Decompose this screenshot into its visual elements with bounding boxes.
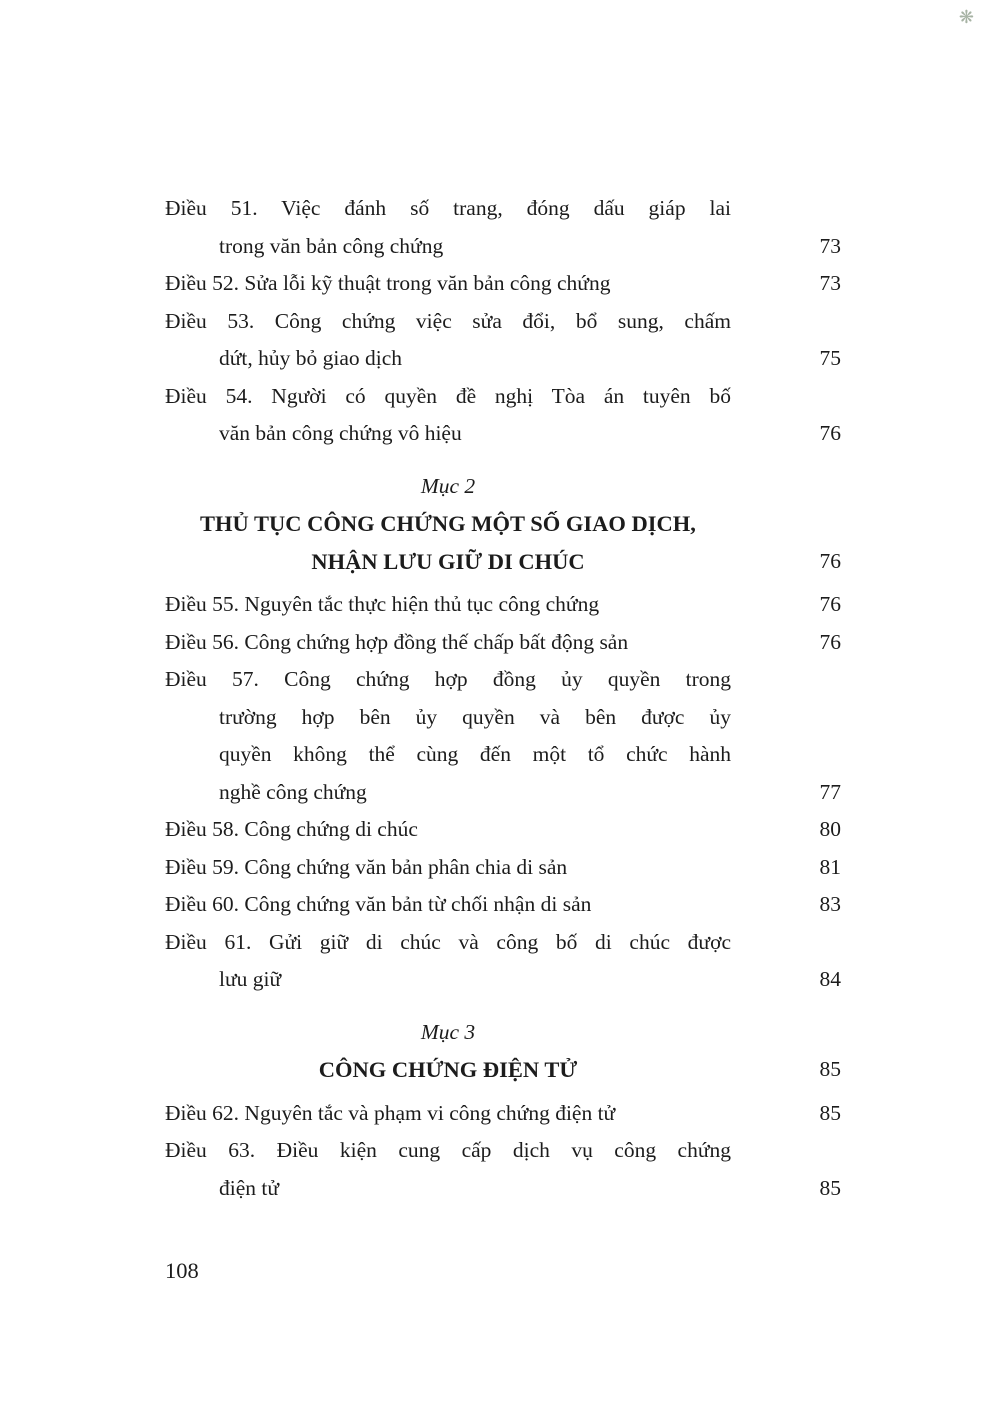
- page-ref: 76: [819, 421, 841, 445]
- page-ref: 76: [819, 548, 841, 573]
- entry-line: Điều 57. Công chứng hợp đồng ủy quyền trong: [165, 667, 731, 691]
- page-ref: 85: [819, 1057, 841, 1081]
- entry-line: Điều 63. Điều kiện cung cấp dịch vụ công chứng: [165, 1138, 731, 1162]
- entry-text: [165, 924, 731, 999]
- page-ref: 73: [819, 271, 841, 295]
- toc-entry: [165, 265, 841, 303]
- entry-line: điện tử: [219, 1175, 280, 1200]
- page-number: 108: [165, 1258, 199, 1283]
- page-ref: 85: [819, 1100, 841, 1125]
- entry-text: [165, 849, 731, 887]
- entry-line: lưu giữ: [219, 967, 282, 991]
- entry-line: NHẬN LƯU GIỮ DI CHÚC: [311, 548, 585, 574]
- entry-line: Điều 55. Nguyên tắc thực hiện thủ tục công chứng: [165, 592, 600, 616]
- section-label: [165, 1014, 841, 1052]
- toc-entry: [165, 586, 841, 624]
- toc-entry: [165, 811, 841, 849]
- flower-ornament-icon: ❋: [958, 7, 974, 27]
- section-title: [165, 505, 841, 580]
- entry-text: [165, 1051, 731, 1089]
- entry-text: [165, 624, 731, 662]
- entry-line: Điều 52. Sửa lỗi kỹ thuật trong văn bản công chứng: [165, 271, 611, 295]
- toc-entry: [165, 924, 841, 999]
- entry-line: Điều 56. Công chứng hợp đồng thế chấp bất động sản: [165, 629, 629, 654]
- page-ref: 76: [819, 592, 841, 616]
- entry-line: dứt, hủy bỏ giao dịch: [219, 346, 403, 370]
- entry-text: [165, 505, 731, 580]
- entry-line: Mục 2: [420, 473, 476, 498]
- page-ref: 76: [819, 629, 841, 654]
- page-ref: 85: [819, 1175, 841, 1200]
- entry-text: [165, 378, 731, 453]
- entry-text: [165, 886, 731, 924]
- entry-line: Điều 54. Người có quyền đề nghị Tòa án tuyên bố: [165, 383, 731, 408]
- page-ref: 84: [819, 967, 841, 991]
- toc-entry: [165, 886, 841, 924]
- entry-line: Điều 62. Nguyên tắc và phạm vi công chứng điện tử: [165, 1100, 616, 1125]
- entry-line: Điều 59. Công chứng văn bản phân chia di sản: [165, 854, 568, 879]
- entry-line: Điều 58. Công chứng di chúc: [165, 817, 418, 841]
- entry-text: [165, 811, 731, 849]
- entry-line: Điều 60. Công chứng văn bản từ chối nhận di sản: [165, 892, 592, 916]
- page-ref: 77: [819, 779, 841, 804]
- entry-line: Mục 3: [420, 1019, 476, 1044]
- toc-entry: [165, 1095, 841, 1133]
- entry-text: [165, 265, 731, 303]
- toc-entry: [165, 661, 841, 811]
- entry-text: [165, 1132, 731, 1207]
- table-of-contents: [165, 190, 841, 1207]
- toc-entry: [165, 378, 841, 453]
- toc-entry: [165, 1132, 841, 1207]
- entry-line: trường hợp bên ủy quyền và bên được ủy: [219, 704, 731, 729]
- toc-entry: [165, 624, 841, 662]
- entry-line: văn bản công chứng vô hiệu: [219, 421, 462, 445]
- page-ref: 73: [819, 233, 841, 258]
- entry-text: [165, 661, 731, 811]
- entry-line: Điều 61. Gửi giữ di chúc và công bố di chúc được: [165, 929, 731, 954]
- entry-text: [165, 1095, 731, 1133]
- toc-entry: [165, 190, 841, 265]
- page-ref: 80: [819, 817, 841, 841]
- entry-line: Điều 53. Công chứng việc sửa đổi, bổ sung, chấm: [165, 308, 731, 333]
- entry-line: Điều 51. Việc đánh số trang, đóng dấu giáp lai: [165, 196, 731, 220]
- entry-text: [165, 303, 731, 378]
- page-ref: 83: [819, 892, 841, 916]
- entry-line: CÔNG CHỨNG ĐIỆN TỬ: [318, 1057, 578, 1082]
- page-ref: 81: [819, 854, 841, 879]
- entry-line: nghề công chứng: [219, 779, 367, 804]
- section-label: [165, 468, 841, 506]
- entry-line: THỦ TỤC CÔNG CHỨNG MỘT SỐ GIAO DỊCH,: [200, 511, 696, 536]
- section-title: [165, 1051, 841, 1089]
- entry-line: quyền không thể cùng đến một tổ chức hành: [219, 742, 731, 766]
- entry-text: [165, 586, 731, 624]
- toc-entry: [165, 303, 841, 378]
- page-ref: 75: [819, 346, 841, 370]
- entry-text: [165, 1014, 731, 1052]
- entry-line: trong văn bản công chứng: [219, 233, 444, 258]
- toc-entry: [165, 849, 841, 887]
- entry-text: [165, 468, 731, 506]
- entry-text: [165, 190, 731, 265]
